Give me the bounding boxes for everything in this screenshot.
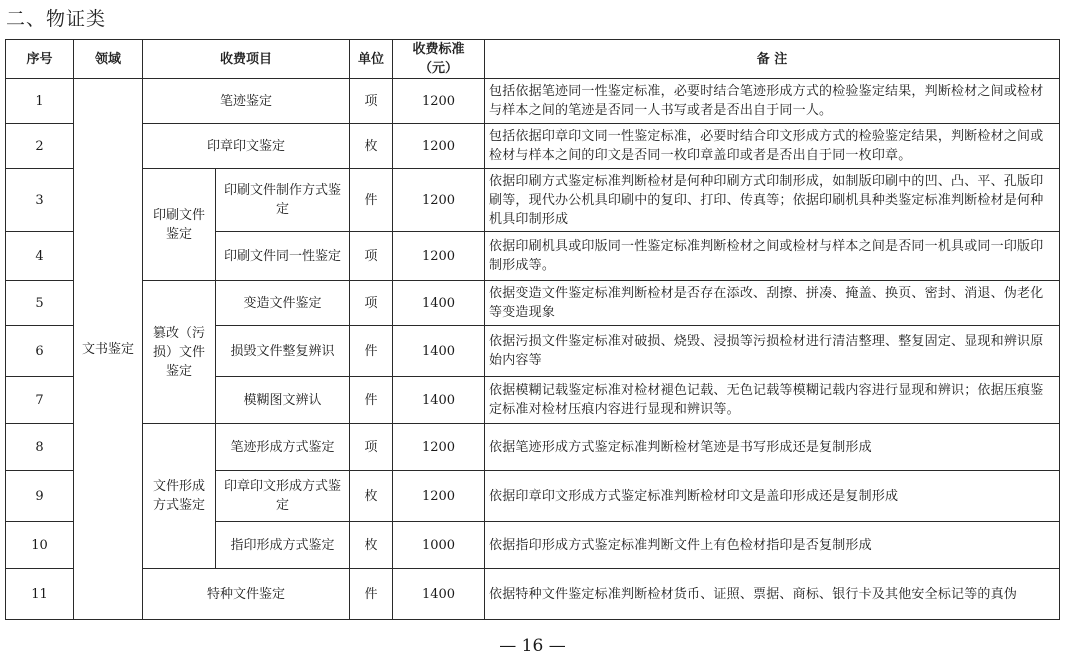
row-seq: 11	[6, 569, 74, 620]
row-note: 依据污损文件鉴定标准对破损、烧毁、浸损等污损检材进行清洁整理、整复固定、显现和辨识原始内容等	[485, 326, 1060, 377]
row-seq: 5	[6, 281, 74, 326]
section-title: 二、物证类	[6, 8, 107, 30]
row-unit: 枚	[350, 522, 393, 569]
row-fee: 1400	[393, 569, 485, 620]
row-unit: 件	[350, 569, 393, 620]
row-note: 包括依据笔迹同一性鉴定标准，必要时结合笔迹形成方式的检验鉴定结果，判断检材之间或检材与样本之间的笔迹是否同一人书写或者是否出自于同一人。	[485, 79, 1060, 124]
row-item: 指印形成方式鉴定	[216, 522, 350, 569]
row-note: 依据印刷机具或印版同一性鉴定标准判断检材之间或检材与样本之间是否同一机具或同一印版印制形成等。	[485, 232, 1060, 281]
row-unit: 项	[350, 281, 393, 326]
row-fee: 1000	[393, 522, 485, 569]
row-seq: 7	[6, 377, 74, 424]
row-item: 变造文件鉴定	[216, 281, 350, 326]
row-item: 损毁文件整复辨识	[216, 326, 350, 377]
row-item: 印刷文件制作方式鉴定	[216, 169, 350, 232]
row-item: 印刷文件同一性鉴定	[216, 232, 350, 281]
group-altered: 篡改（污损）文件鉴定	[143, 281, 216, 424]
row-item: 印章印文鉴定	[143, 124, 350, 169]
row-fee: 1400	[393, 281, 485, 326]
domain-cell: 文书鉴定	[74, 79, 143, 620]
row-fee: 1200	[393, 169, 485, 232]
row-note: 依据指印形成方式鉴定标准判断文件上有色检材指印是否复制形成	[485, 522, 1060, 569]
row-note: 依据特种文件鉴定标准判断检材货币、证照、票据、商标、银行卡及其他安全标记等的真伪	[485, 569, 1060, 620]
table-row	[6, 569, 1060, 620]
row-seq: 6	[6, 326, 74, 377]
row-fee: 1400	[393, 377, 485, 424]
group-formation: 文件形成方式鉴定	[143, 424, 216, 569]
row-unit: 件	[350, 169, 393, 232]
table-row	[6, 281, 1060, 326]
row-seq: 1	[6, 79, 74, 124]
page-number: — 16 —	[499, 636, 566, 656]
header-item: 收费项目	[143, 40, 350, 79]
header-seq: 序号	[6, 40, 74, 79]
row-note: 依据变造文件鉴定标准判断检材是否存在添改、刮擦、拼凑、掩盖、换页、密封、消退、伪老化等变造现象	[485, 281, 1060, 326]
row-seq: 9	[6, 471, 74, 522]
row-unit: 枚	[350, 471, 393, 522]
row-fee: 1200	[393, 471, 485, 522]
row-item: 特种文件鉴定	[143, 569, 350, 620]
row-unit: 项	[350, 424, 393, 471]
row-unit: 件	[350, 326, 393, 377]
row-seq: 8	[6, 424, 74, 471]
row-note: 依据印章印文形成方式鉴定标准判断检材印文是盖印形成还是复制形成	[485, 471, 1060, 522]
row-item: 印章印文形成方式鉴定	[216, 471, 350, 522]
header-domain: 领域	[74, 40, 143, 79]
row-item: 笔迹形成方式鉴定	[216, 424, 350, 471]
header-unit: 单位	[350, 40, 393, 79]
fee-table	[5, 39, 1060, 620]
table-row	[6, 79, 1060, 124]
row-seq: 10	[6, 522, 74, 569]
row-note: 依据印刷方式鉴定标准判断检材是何种印刷方式印制形成，如制版印刷中的凹、凸、平、孔版印刷等，现代办公机具印刷中的复印、打印、传真等；依据印刷机具种类鉴定标准判断检材是何种机具印制形成	[485, 169, 1060, 232]
row-unit: 项	[350, 79, 393, 124]
row-unit: 枚	[350, 124, 393, 169]
row-fee: 1200	[393, 79, 485, 124]
header-note: 备 注	[485, 40, 1060, 79]
row-item: 笔迹鉴定	[143, 79, 350, 124]
table-row	[6, 124, 1060, 169]
row-fee: 1200	[393, 424, 485, 471]
header-fee: 收费标准（元）	[393, 40, 485, 79]
row-note: 依据模糊记载鉴定标准对检材褪色记载、无色记载等模糊记载内容进行显现和辨识；依据压痕鉴定标准对检材压痕内容进行显现和辨识等。	[485, 377, 1060, 424]
table-row	[6, 169, 1060, 232]
row-note: 包括依据印章印文同一性鉴定标准，必要时结合印文形成方式的检验鉴定结果，判断检材之间或检材与样本之间的印文是否同一枚印章盖印或者是否出自于同一枚印章。	[485, 124, 1060, 169]
group-printed: 印刷文件鉴定	[143, 169, 216, 281]
row-fee: 1200	[393, 124, 485, 169]
row-note: 依据笔迹形成方式鉴定标准判断检材笔迹是书写形成还是复制形成	[485, 424, 1060, 471]
table-row	[6, 424, 1060, 471]
row-fee: 1200	[393, 232, 485, 281]
header-row	[6, 40, 1060, 79]
row-seq: 2	[6, 124, 74, 169]
row-unit: 项	[350, 232, 393, 281]
row-seq: 4	[6, 232, 74, 281]
row-fee: 1400	[393, 326, 485, 377]
row-item: 模糊图文辨认	[216, 377, 350, 424]
row-seq: 3	[6, 169, 74, 232]
row-unit: 件	[350, 377, 393, 424]
